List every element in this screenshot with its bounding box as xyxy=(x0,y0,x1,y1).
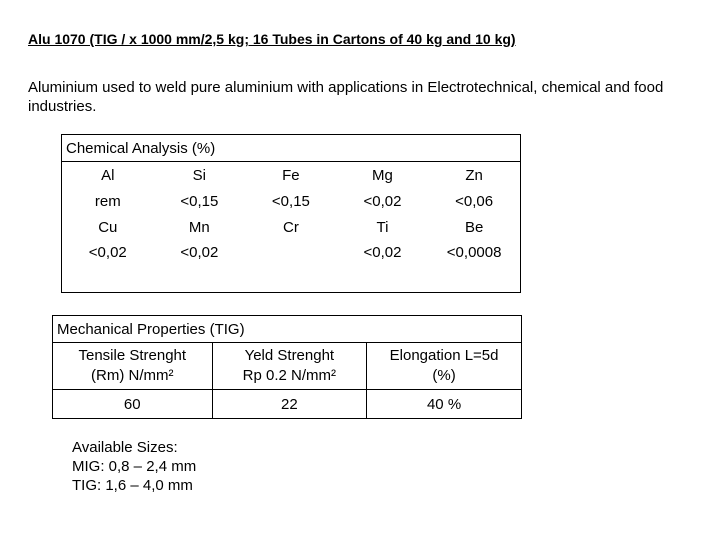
table-cell: Cr xyxy=(282,218,299,236)
table-cell: Al xyxy=(62,162,154,189)
table-cell: <0,02 xyxy=(62,240,154,293)
table-cell: 40 % xyxy=(367,390,522,419)
document-title: Alu 1070 (TIG / x 1000 mm/2,5 kg; 16 Tubes in Cartons of 40 kg and 10 kg) xyxy=(28,31,516,47)
sizes-mig: MIG: 0,8 – 2,4 mm xyxy=(72,458,197,475)
table-cell: Mn xyxy=(188,218,210,236)
table-cell xyxy=(245,240,337,293)
available-sizes xyxy=(72,438,196,495)
table-cell: 22 xyxy=(212,390,367,419)
table-header-tensile xyxy=(53,343,213,390)
table-cell: <0,15 xyxy=(180,192,219,210)
table-cell: <0,15 xyxy=(271,192,310,210)
table-cell: Si xyxy=(192,166,207,184)
table-cell: Cu xyxy=(62,214,154,240)
chemical-analysis-caption: Chemical Analysis (%) xyxy=(62,135,521,162)
header-line: Yeld Strenght xyxy=(244,347,335,364)
description: Aluminium used to weld pure aluminium with applications in Electrotechnical, chemical and food industries. xyxy=(28,79,664,115)
table-cell: Mg xyxy=(372,166,393,184)
sizes-heading: Available Sizes: xyxy=(72,439,178,456)
table-cell: rem xyxy=(62,188,154,214)
header-line: (Rm) N/mm² xyxy=(91,367,174,384)
table-cell: <0,02 xyxy=(154,240,246,293)
header-line: Tensile Strenght xyxy=(78,347,187,364)
header-line: (%) xyxy=(432,367,456,384)
table-cell: Be xyxy=(428,214,520,240)
table-header-yield xyxy=(212,343,367,390)
mechanical-properties-table xyxy=(52,315,522,419)
chemical-analysis-table xyxy=(61,134,521,293)
table-cell: <0,06 xyxy=(428,188,520,214)
table-cell: <0,0008 xyxy=(428,240,520,293)
header-line: Elongation L=5d xyxy=(389,347,499,364)
sizes-tig: TIG: 1,6 – 4,0 mm xyxy=(72,477,193,494)
table-cell: Fe xyxy=(282,166,300,184)
table-cell: Ti xyxy=(376,218,389,236)
table-cell: <0,02 xyxy=(363,192,402,210)
table-cell: Zn xyxy=(428,162,520,189)
header-line: Rp 0.2 N/mm² xyxy=(242,367,337,384)
mechanical-properties-caption: Mechanical Properties (TIG) xyxy=(53,316,522,343)
table-cell: <0,02 xyxy=(337,240,429,293)
table-cell: 60 xyxy=(53,390,213,419)
table-header-elongation xyxy=(367,343,522,390)
